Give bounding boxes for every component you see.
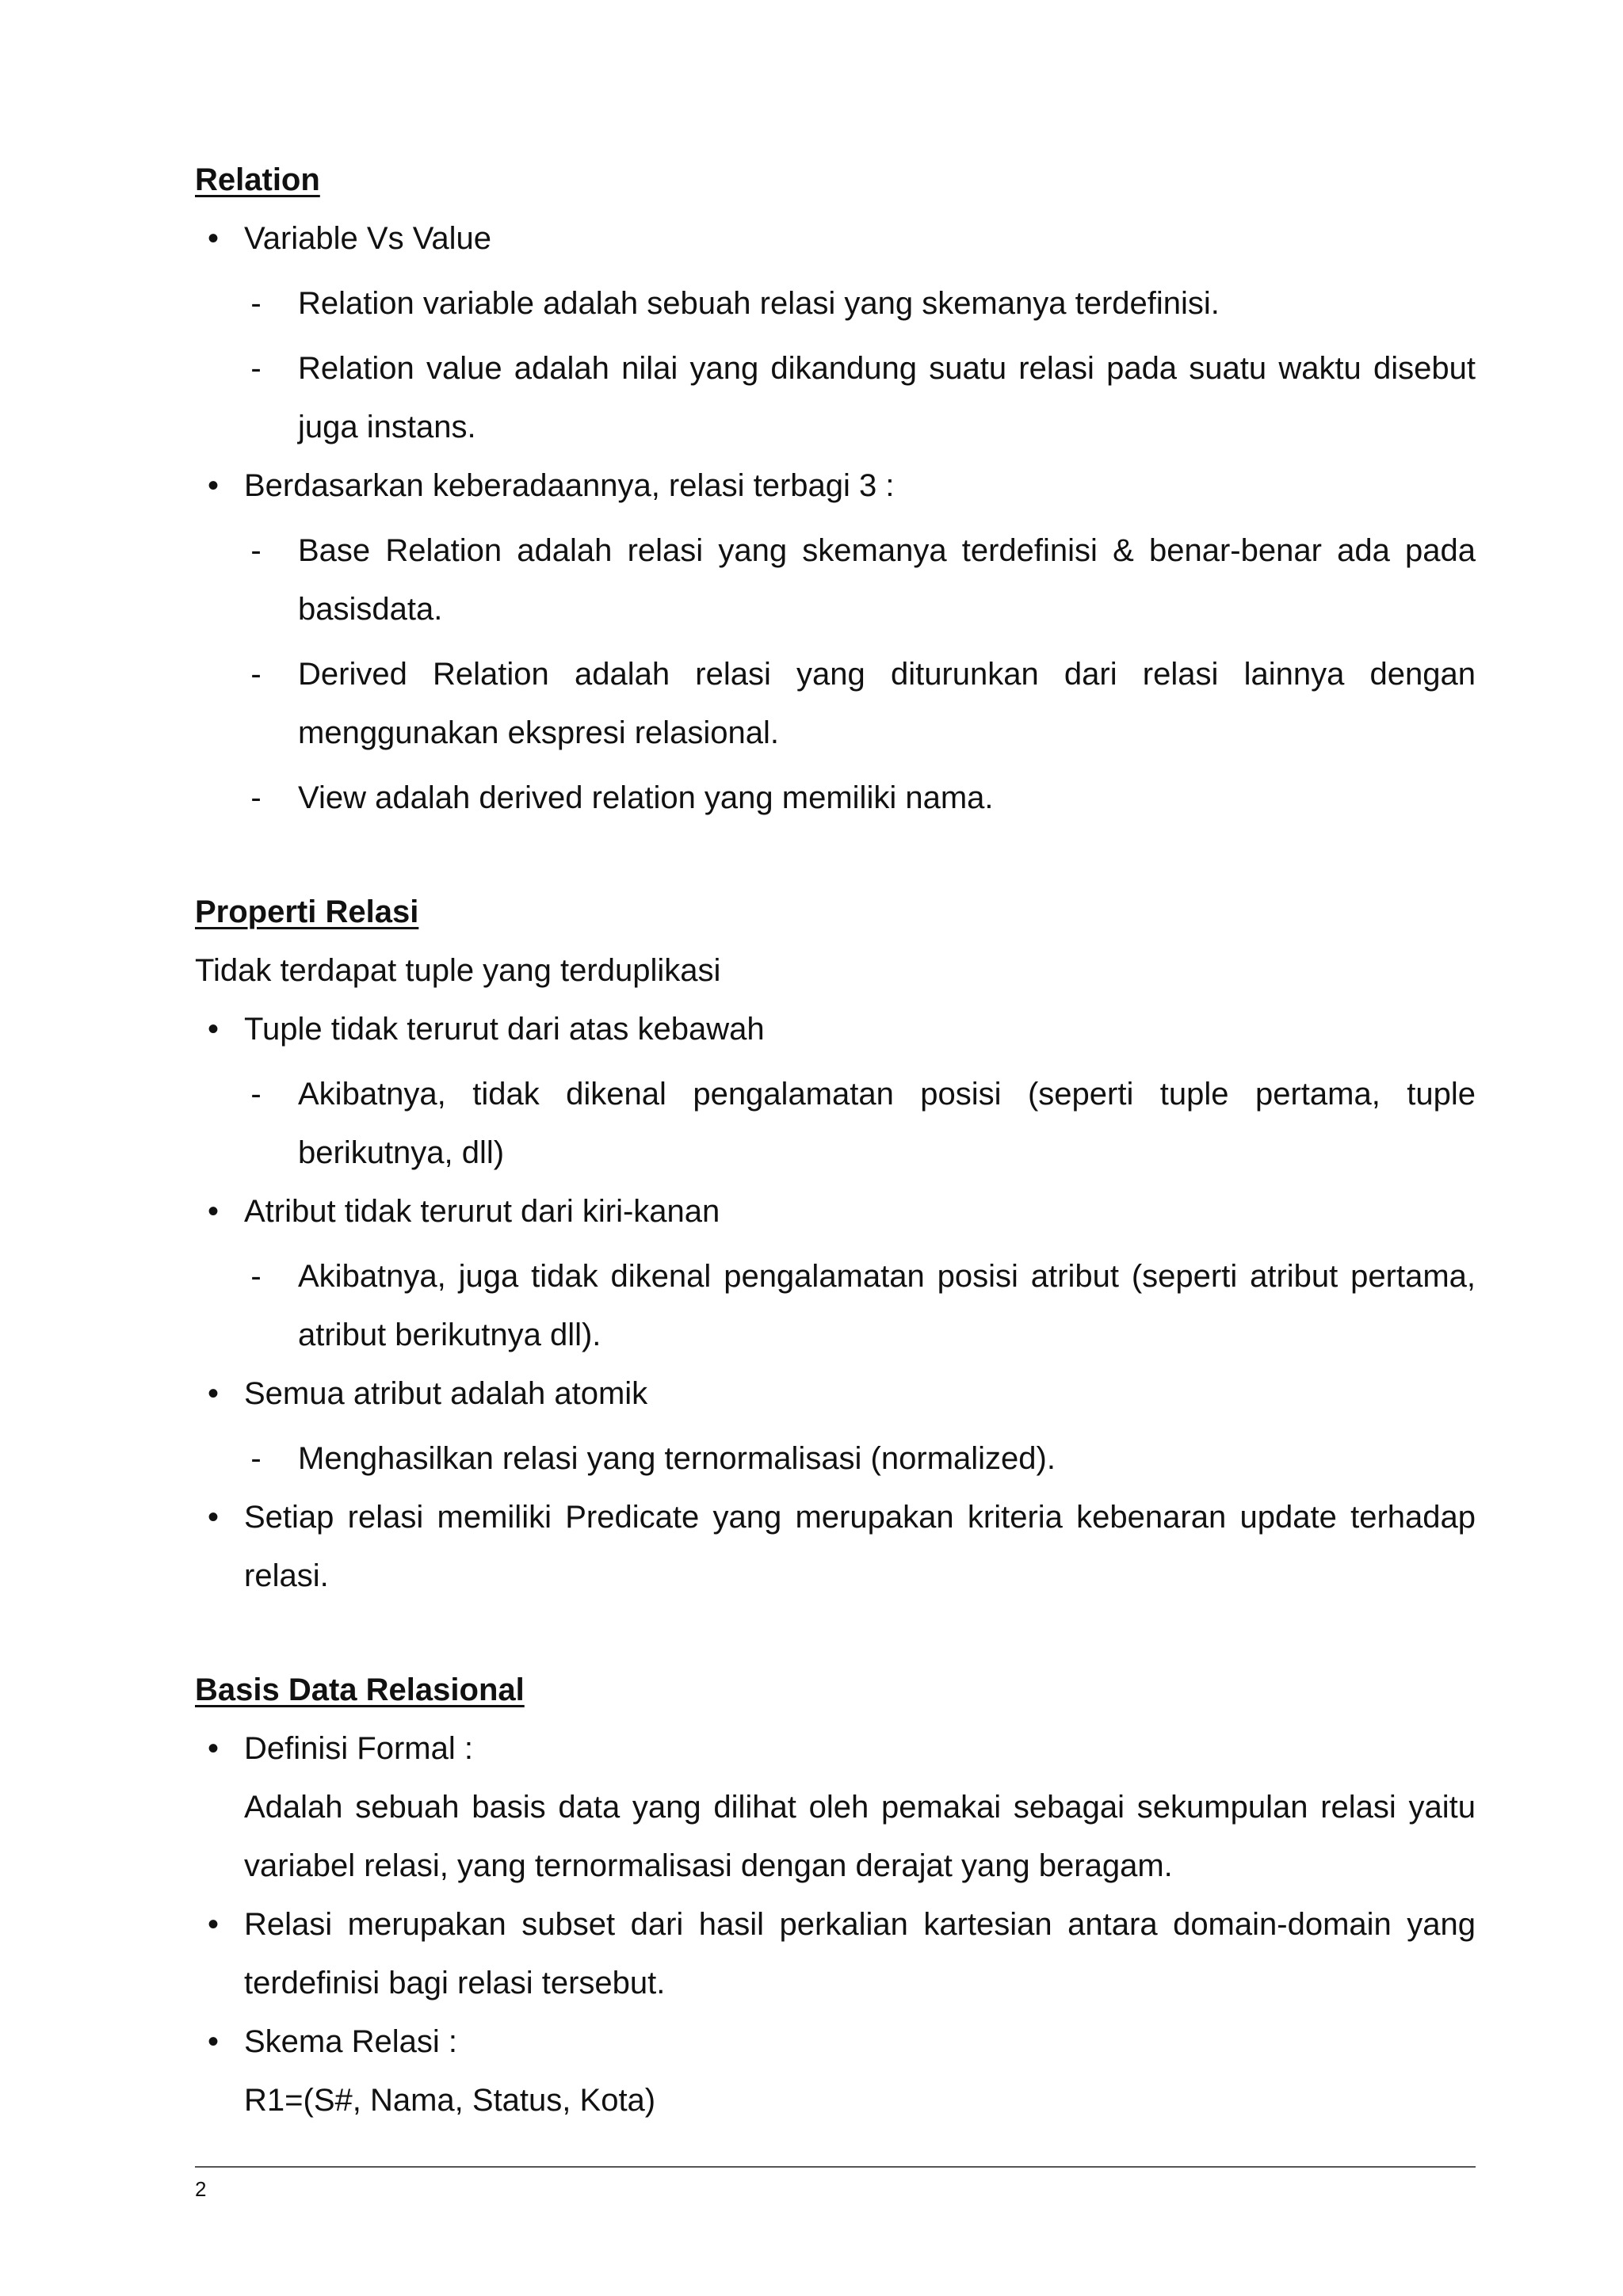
bullet-item [195,209,1476,268]
dash-icon: - [250,533,262,568]
dash-text: Akibatnya, tidak dikenal pengalamatan posisi (seperti tuple pertama, tuple berikutnya, dll) [298,1077,1476,1170]
bullet-text: Tuple tidak terurut dari atas kebawah [244,1012,765,1047]
dash-icon: - [250,351,262,386]
dash-item [195,1065,1476,1182]
footer-divider [195,2166,1476,2168]
bullet-icon: • [207,1376,219,1411]
bullet-item [195,456,1476,515]
bullet-item [195,1000,1476,1058]
intro-text: Tidak terdapat tuple yang terduplikasi [195,953,721,988]
dash-text: Menghasilkan relasi yang ternormalisasi (normalized). [298,1441,1056,1476]
dash-item [195,1429,1476,1488]
dash-text: View adalah derived relation yang memiliki nama. [298,780,994,815]
dash-icon: - [250,1441,262,1476]
dash-text: Relation value adalah nilai yang dikandung suatu relasi pada suatu waktu disebut juga instans. [298,351,1476,444]
bullet-icon: • [207,1194,219,1229]
dash-icon: - [250,286,262,321]
dash-icon: - [250,657,262,692]
bullet-item [195,1719,1476,1778]
document-page [195,151,1476,2130]
section-heading: Properti Relasi [195,894,419,929]
section-heading: Basis Data Relasional [195,1672,525,1707]
bullet-icon: • [207,2024,219,2059]
bullet-item [195,1488,1476,1605]
dash-item [195,1247,1476,1364]
bullet-text: Skema Relasi : [244,2024,457,2059]
dash-text: Akibatnya, juga tidak dikenal pengalamatan posisi atribut (seperti atribut pertama, atribut berikutnya dll). [298,1259,1476,1352]
bullet-icon: • [207,1500,219,1535]
definition-paragraph: Adalah sebuah basis data yang dilihat oleh pemakai sebagai sekumpulan relasi yaitu variabel relasi, yang ternormalisasi dengan derajat yang beragam. [244,1790,1476,1883]
bullet-icon: • [207,1012,219,1047]
bullet-text: Variable Vs Value [244,221,492,256]
bullet-item [195,2012,1476,2071]
dash-text: Base Relation adalah relasi yang skemanya terdefinisi & benar-benar ada pada basisdata. [298,533,1476,627]
dash-item [195,274,1476,333]
bullet-icon: • [207,1731,219,1766]
schema-example: R1=(S#, Nama, Status, Kota) [244,2083,656,2118]
bullet-item [195,1364,1476,1423]
dash-icon: - [250,1077,262,1112]
dash-item [195,645,1476,762]
section-basis-data-relasional [195,1661,1476,2130]
bullet-item [195,1895,1476,2012]
dash-item [195,521,1476,639]
section-heading: Relation [195,162,320,197]
dash-icon: - [250,780,262,815]
bullet-text: Definisi Formal : [244,1731,473,1766]
bullet-text: Atribut tidak terurut dari kiri-kanan [244,1194,720,1229]
bullet-item [195,1182,1476,1241]
bullet-icon: • [207,468,219,503]
dash-icon: - [250,1259,262,1294]
bullet-text: Setiap relasi memiliki Predicate yang merupakan kriteria kebenaran update terhadap relasi. [244,1500,1476,1593]
dash-text: Relation variable adalah sebuah relasi yang skemanya terdefinisi. [298,286,1220,321]
bullet-icon: • [207,221,219,256]
dash-item [195,769,1476,827]
bullet-icon: • [207,1907,219,1942]
section-properti-relasi [195,883,1476,1605]
bullet-text: Relasi merupakan subset dari hasil perkalian kartesian antara domain-domain yang terdefinisi bagi relasi tersebut. [244,1907,1476,2000]
dash-item [195,339,1476,456]
dash-text: Derived Relation adalah relasi yang diturunkan dari relasi lainnya dengan menggunakan ekspresi relasional. [298,657,1476,750]
section-relation [195,151,1476,827]
bullet-text: Berdasarkan keberadaannya, relasi terbagi 3 : [244,468,895,503]
page-number: 2 [195,2177,207,2201]
bullet-text: Semua atribut adalah atomik [244,1376,648,1411]
